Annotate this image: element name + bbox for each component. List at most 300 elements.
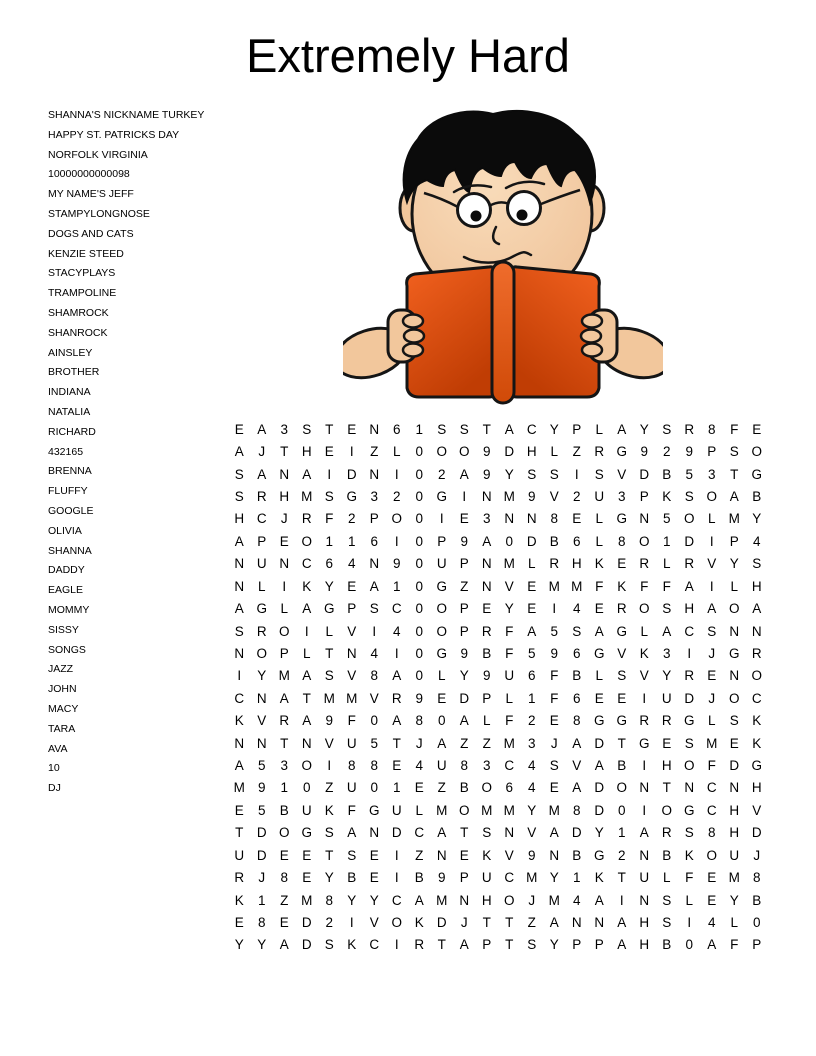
grid-cell: 4 bbox=[370, 645, 378, 661]
word-list-item: BRENNA bbox=[48, 465, 92, 478]
grid-cell: A bbox=[549, 825, 559, 841]
grid-cell: Z bbox=[370, 444, 379, 460]
grid-cell: D bbox=[751, 825, 762, 841]
grid-cell: N bbox=[729, 668, 740, 684]
grid-cell: L bbox=[707, 713, 716, 729]
grid-cell: H bbox=[571, 556, 582, 572]
grid-cell: H bbox=[729, 802, 740, 818]
grid-cell: O bbox=[503, 892, 515, 908]
grid-cell: C bbox=[301, 556, 312, 572]
grid-cell: S bbox=[324, 488, 334, 504]
grid-cell: A bbox=[437, 735, 447, 751]
grid-cell: L bbox=[482, 713, 491, 729]
grid-cell: N bbox=[256, 735, 267, 751]
grid-cell: R bbox=[684, 556, 695, 572]
grid-cell: 3 bbox=[482, 758, 491, 774]
grid-cell: L bbox=[662, 556, 671, 572]
grid-cell: L bbox=[505, 690, 513, 706]
grid-cell: A bbox=[279, 690, 289, 706]
grid-cell: V bbox=[369, 690, 379, 706]
grid-cell: P bbox=[729, 533, 739, 549]
grid-cell: A bbox=[279, 937, 289, 953]
grid-cell: C bbox=[526, 421, 537, 437]
grid-cell: 0 bbox=[415, 578, 423, 594]
grid-cell: V bbox=[752, 802, 762, 818]
grid-cell: P bbox=[459, 556, 469, 572]
word-list-item: SHANNA'S NICKNAME TURKEY bbox=[48, 109, 205, 121]
grid-cell: 0 bbox=[415, 533, 423, 549]
grid-cell: O bbox=[458, 802, 470, 818]
word-list-item: SISSY bbox=[48, 623, 79, 636]
grid-cell: K bbox=[234, 713, 244, 729]
grid-cell: Y bbox=[549, 870, 559, 886]
grid-cell: R bbox=[234, 870, 245, 886]
grid-cell: T bbox=[280, 735, 289, 751]
grid-cell: R bbox=[594, 444, 605, 460]
grid-cell: F bbox=[595, 578, 604, 594]
grid-row bbox=[228, 754, 768, 776]
word-list bbox=[48, 106, 238, 799]
grid-cell: N bbox=[729, 623, 740, 639]
grid-cell: G bbox=[616, 623, 627, 639]
grid-cell: I bbox=[687, 645, 692, 661]
grid-cell: E bbox=[729, 735, 739, 751]
grid-cell: D bbox=[639, 466, 650, 482]
grid-cell: Z bbox=[460, 735, 469, 751]
grid-cell: N bbox=[459, 892, 470, 908]
grid-cell: C bbox=[751, 690, 762, 706]
grid-cell: O bbox=[278, 825, 290, 841]
word-list-item: MY NAME'S JEFF bbox=[48, 188, 134, 201]
grid-cell: R bbox=[639, 556, 650, 572]
grid-cell: 8 bbox=[370, 758, 378, 774]
grid-cell: O bbox=[706, 488, 717, 504]
grid-cell: S bbox=[527, 937, 537, 953]
grid-cell: L bbox=[707, 511, 716, 527]
grid-cell: A bbox=[729, 488, 739, 504]
grid-cell: S bbox=[594, 466, 604, 482]
grid-cell: N bbox=[234, 645, 245, 661]
grid-cell: L bbox=[595, 533, 603, 549]
grid-cell: V bbox=[324, 735, 334, 751]
grid-cell: A bbox=[617, 914, 627, 930]
grid-cell: L bbox=[302, 645, 311, 661]
grid-cell: L bbox=[595, 668, 603, 684]
grid-cell: Z bbox=[280, 892, 289, 908]
grid-cell: 9 bbox=[460, 645, 468, 661]
word-list-item: NATALIA bbox=[48, 405, 91, 418]
grid-cell: 3 bbox=[280, 758, 288, 774]
grid-cell: F bbox=[505, 623, 514, 639]
grid-cell: 3 bbox=[370, 488, 378, 504]
grid-cell: O bbox=[751, 668, 762, 684]
grid-cell: D bbox=[256, 847, 267, 863]
grid-cell: N bbox=[279, 556, 290, 572]
grid-cell: O bbox=[256, 645, 267, 661]
grid-cell: I bbox=[282, 578, 287, 594]
grid-cell: R bbox=[391, 690, 402, 706]
grid-cell: U bbox=[301, 802, 312, 818]
grid-cell: M bbox=[346, 690, 358, 706]
grid-row bbox=[228, 508, 768, 530]
word-list-item: EAGLE bbox=[48, 584, 84, 597]
grid-cell: M bbox=[706, 735, 718, 751]
grid-cell: 8 bbox=[617, 533, 626, 549]
grid-cell: 2 bbox=[527, 713, 536, 729]
grid-cell: 0 bbox=[415, 488, 423, 504]
grid-cell: C bbox=[391, 892, 402, 908]
grid-cell: S bbox=[662, 601, 672, 617]
grid-cell: 0 bbox=[505, 533, 513, 549]
grid-cell: V bbox=[347, 668, 357, 684]
grid-cell: G bbox=[436, 645, 447, 661]
grid-cell: M bbox=[503, 488, 515, 504]
grid-cell: 6 bbox=[325, 556, 333, 572]
grid-cell: T bbox=[505, 937, 514, 953]
grid-cell: F bbox=[325, 511, 334, 527]
grid-cell: G bbox=[616, 444, 627, 460]
grid-cell: G bbox=[323, 601, 335, 617]
grid-cell: U bbox=[391, 802, 402, 818]
grid-cell: E bbox=[234, 802, 244, 818]
grid-cell: G bbox=[256, 601, 267, 617]
grid-cell: G bbox=[638, 735, 650, 751]
grid-cell: L bbox=[257, 578, 266, 594]
grid-cell: G bbox=[751, 466, 762, 482]
grid-cell: I bbox=[349, 914, 354, 930]
grid-cell: F bbox=[640, 578, 649, 594]
grid-cell: E bbox=[279, 847, 289, 863]
grid-cell: D bbox=[684, 533, 695, 549]
grid-cell: 2 bbox=[347, 511, 356, 527]
grid-cell: L bbox=[437, 668, 446, 684]
grid-cell: E bbox=[302, 870, 312, 886]
grid-cell: E bbox=[549, 780, 559, 796]
grid-cell: J bbox=[550, 735, 558, 751]
grid-cell: N bbox=[301, 735, 312, 751]
grid-cell: B bbox=[572, 668, 582, 684]
grid-cell: I bbox=[642, 690, 647, 706]
grid-cell: G bbox=[593, 713, 605, 729]
grid-cell: 5 bbox=[257, 758, 266, 774]
grid-cell: 8 bbox=[347, 758, 356, 774]
grid-cell: 8 bbox=[460, 758, 468, 774]
grid-cell: M bbox=[548, 802, 560, 818]
grid-cell: E bbox=[279, 533, 289, 549]
grid-cell: O bbox=[391, 511, 402, 527]
grid-cell: I bbox=[687, 914, 692, 930]
grid-cell: 4 bbox=[572, 601, 581, 617]
grid-cell: N bbox=[346, 645, 357, 661]
grid-cell: U bbox=[234, 847, 245, 863]
grid-row bbox=[228, 844, 768, 866]
grid-cell: Z bbox=[325, 780, 334, 796]
grid-cell: U bbox=[481, 870, 492, 886]
grid-cell: P bbox=[594, 937, 604, 953]
grid-cell: E bbox=[347, 578, 357, 594]
grid-cell: 3 bbox=[617, 488, 626, 504]
grid-row bbox=[228, 934, 768, 956]
word-list-item: HAPPY ST. PATRICKS DAY bbox=[48, 128, 180, 141]
grid-cell: U bbox=[661, 690, 672, 706]
grid-cell: 4 bbox=[527, 758, 536, 774]
grid-cell: 0 bbox=[685, 937, 693, 953]
grid-cell: S bbox=[752, 556, 762, 572]
grid-cell: S bbox=[707, 623, 717, 639]
grid-cell: Y bbox=[347, 892, 357, 908]
grid-cell: S bbox=[234, 466, 244, 482]
grid-cell: 6 bbox=[572, 533, 581, 549]
grid-cell: G bbox=[301, 825, 312, 841]
grid-cell: Z bbox=[572, 444, 581, 460]
grid-cell: J bbox=[280, 511, 288, 527]
grid-cell: L bbox=[595, 511, 603, 527]
grid-cell: T bbox=[617, 735, 626, 751]
grid-cell: I bbox=[574, 466, 579, 482]
grid-cell: M bbox=[548, 892, 560, 908]
grid-cell: 6 bbox=[370, 533, 378, 549]
grid-cell: B bbox=[572, 847, 582, 863]
grid-cell: A bbox=[437, 825, 447, 841]
grid-cell: S bbox=[437, 421, 447, 437]
grid-cell: K bbox=[324, 802, 334, 818]
grid-row bbox=[228, 777, 768, 799]
grid-cell: 6 bbox=[392, 421, 401, 437]
grid-cell: A bbox=[347, 825, 357, 841]
grid-cell: T bbox=[392, 735, 401, 751]
grid-cell: 8 bbox=[550, 511, 558, 527]
grid-cell: T bbox=[617, 870, 626, 886]
grid-cell: O bbox=[391, 914, 402, 930]
grid-cell: U bbox=[729, 847, 740, 863]
grid-cell: E bbox=[234, 421, 244, 437]
grid-cell: Y bbox=[594, 825, 604, 841]
grid-cell: 9 bbox=[460, 533, 468, 549]
grid-cell: D bbox=[436, 914, 447, 930]
grid-cell: I bbox=[327, 466, 332, 482]
grid-cell: M bbox=[571, 578, 583, 594]
grid-cell: A bbox=[414, 892, 424, 908]
grid-cell: M bbox=[233, 780, 245, 796]
grid-cell: 6 bbox=[527, 668, 536, 684]
grid-cell: 1 bbox=[325, 533, 333, 549]
grid-cell: G bbox=[728, 645, 740, 661]
grid-cell: 9 bbox=[550, 645, 558, 661]
grid-cell: Z bbox=[415, 847, 424, 863]
grid-cell: U bbox=[594, 488, 605, 504]
grid-cell: 9 bbox=[685, 444, 693, 460]
grid-cell: 4 bbox=[572, 892, 581, 908]
grid-cell: S bbox=[684, 488, 694, 504]
grid-cell: D bbox=[594, 780, 605, 796]
grid-cell: E bbox=[527, 601, 537, 617]
grid-cell: N bbox=[234, 735, 245, 751]
grid-cell: Y bbox=[504, 466, 514, 482]
grid-cell: 5 bbox=[550, 623, 558, 639]
grid-cell: Y bbox=[729, 892, 739, 908]
grid-cell: J bbox=[528, 892, 536, 908]
grid-cell: K bbox=[347, 937, 357, 953]
grid-cell: 9 bbox=[257, 780, 266, 796]
grid-cell: 1 bbox=[662, 533, 671, 549]
word-list-item: TRAMPOLINE bbox=[48, 287, 117, 300]
grid-cell: Y bbox=[549, 421, 559, 437]
word-list-item: KENZIE STEED bbox=[48, 247, 124, 260]
grid-cell: 9 bbox=[415, 690, 423, 706]
grid-cell: A bbox=[234, 601, 244, 617]
grid-cell: L bbox=[662, 870, 671, 886]
grid-cell: V bbox=[572, 758, 582, 774]
grid-cell: 0 bbox=[302, 780, 311, 796]
grid-cell: R bbox=[661, 713, 672, 729]
grid-cell: A bbox=[234, 758, 244, 774]
grid-cell: D bbox=[391, 825, 402, 841]
boy-pupil-right bbox=[517, 210, 528, 221]
grid-cell: E bbox=[549, 713, 559, 729]
grid-cell: Y bbox=[527, 802, 537, 818]
grid-cell: K bbox=[302, 578, 312, 594]
grid-cell: O bbox=[661, 802, 672, 818]
grid-cell: V bbox=[369, 914, 379, 930]
grid-cell: I bbox=[394, 533, 399, 549]
grid-cell: V bbox=[617, 466, 627, 482]
grid-cell: Y bbox=[324, 870, 334, 886]
grid-cell: H bbox=[751, 780, 762, 796]
grid-cell: A bbox=[459, 466, 469, 482]
grid-cell: 8 bbox=[257, 914, 266, 930]
grid-cell: B bbox=[279, 802, 289, 818]
grid-cell: S bbox=[572, 623, 582, 639]
grid-cell: 2 bbox=[392, 488, 401, 504]
grid-cell: A bbox=[302, 466, 312, 482]
grid-cell: T bbox=[482, 914, 491, 930]
grid-cell: G bbox=[683, 713, 695, 729]
grid-cell: R bbox=[616, 601, 627, 617]
grid-cell: N bbox=[234, 578, 245, 594]
grid-cell: 0 bbox=[415, 556, 423, 572]
grid-cell: O bbox=[751, 444, 762, 460]
grid-cell: Y bbox=[234, 937, 244, 953]
grid-cell: S bbox=[234, 623, 244, 639]
grid-row bbox=[228, 866, 768, 888]
grid-cell: I bbox=[372, 623, 377, 639]
grid-cell: B bbox=[459, 780, 469, 796]
grid-cell: P bbox=[572, 421, 582, 437]
grid-cell: A bbox=[527, 623, 537, 639]
grid-cell: M bbox=[728, 870, 740, 886]
grid-cell: G bbox=[593, 847, 605, 863]
grid-cell: S bbox=[662, 892, 672, 908]
grid-cell: D bbox=[571, 825, 582, 841]
word-list-item: JAZZ bbox=[48, 663, 74, 676]
grid-cell: 4 bbox=[347, 556, 356, 572]
grid-cell: 8 bbox=[752, 870, 761, 886]
grid-cell: L bbox=[527, 556, 536, 572]
grid-cell: N bbox=[481, 556, 492, 572]
grid-cell: T bbox=[235, 825, 244, 841]
grid-cell: D bbox=[301, 937, 312, 953]
grid-cell: 9 bbox=[527, 488, 536, 504]
boy-reading-book-illustration bbox=[343, 106, 663, 408]
word-list-item: AVA bbox=[48, 742, 68, 755]
grid-cell: A bbox=[707, 601, 717, 617]
word-list-item: STAMPYLONGNOSE bbox=[48, 207, 150, 220]
grid-cell: I bbox=[304, 623, 309, 639]
grid-cell: O bbox=[436, 444, 447, 460]
grid-row bbox=[228, 911, 768, 933]
grid-cell: I bbox=[439, 511, 444, 527]
grid-cell: B bbox=[752, 892, 762, 908]
grid-cell: E bbox=[617, 556, 627, 572]
grid-cell: N bbox=[751, 623, 762, 639]
grid-cell: K bbox=[639, 645, 649, 661]
grid-cell: U bbox=[436, 556, 447, 572]
grid-cell: H bbox=[661, 758, 672, 774]
grid-cell: C bbox=[414, 825, 425, 841]
grid-cell: T bbox=[730, 466, 739, 482]
grid-cell: 5 bbox=[685, 466, 693, 482]
grid-cell: S bbox=[549, 466, 559, 482]
grid-cell: H bbox=[301, 444, 312, 460]
grid-cell: 6 bbox=[572, 645, 581, 661]
grid-cell: N bbox=[256, 690, 267, 706]
grid-cell: L bbox=[280, 601, 288, 617]
word-list-item: JOHN bbox=[48, 683, 77, 696]
grid-cell: A bbox=[662, 623, 672, 639]
grid-cell: B bbox=[662, 847, 672, 863]
grid-cell: P bbox=[459, 601, 469, 617]
grid-cell: A bbox=[459, 713, 469, 729]
grid-cell: H bbox=[526, 444, 537, 460]
grid-cell: G bbox=[683, 802, 695, 818]
grid-cell: T bbox=[662, 780, 671, 796]
grid-cell: P bbox=[572, 937, 582, 953]
grid-cell: N bbox=[639, 892, 650, 908]
grid-cell: M bbox=[503, 556, 515, 572]
grid-cell: 0 bbox=[415, 645, 423, 661]
grid-cell: A bbox=[369, 578, 379, 594]
grid-cell: T bbox=[302, 690, 311, 706]
grid-row bbox=[228, 485, 768, 507]
grid-cell: O bbox=[683, 758, 695, 774]
grid-cell: E bbox=[392, 758, 402, 774]
grid-cell: G bbox=[616, 511, 627, 527]
word-list-item: SHANNA bbox=[48, 544, 92, 557]
grid-cell: L bbox=[392, 444, 401, 460]
grid-cell: M bbox=[548, 578, 560, 594]
word-list-item: OLIVIA bbox=[48, 524, 82, 537]
grid-cell: D bbox=[459, 690, 470, 706]
grid-cell: 4 bbox=[415, 758, 423, 774]
grid-cell: M bbox=[526, 870, 538, 886]
grid-cell: I bbox=[642, 758, 647, 774]
grid-cell: 6 bbox=[505, 780, 513, 796]
grid-cell: B bbox=[549, 533, 559, 549]
grid-cell: C bbox=[234, 690, 245, 706]
grid-cell: E bbox=[617, 690, 627, 706]
grid-cell: G bbox=[368, 802, 380, 818]
grid-cell: K bbox=[752, 713, 762, 729]
grid-cell: G bbox=[436, 578, 447, 594]
grid-cell: A bbox=[257, 421, 267, 437]
grid-cell: 9 bbox=[640, 444, 648, 460]
grid-cell: B bbox=[414, 870, 424, 886]
grid-cell: C bbox=[684, 623, 695, 639]
grid-row bbox=[228, 597, 768, 619]
grid-cell: P bbox=[752, 937, 762, 953]
grid-cell: I bbox=[349, 444, 354, 460]
grid-cell: R bbox=[481, 623, 492, 639]
